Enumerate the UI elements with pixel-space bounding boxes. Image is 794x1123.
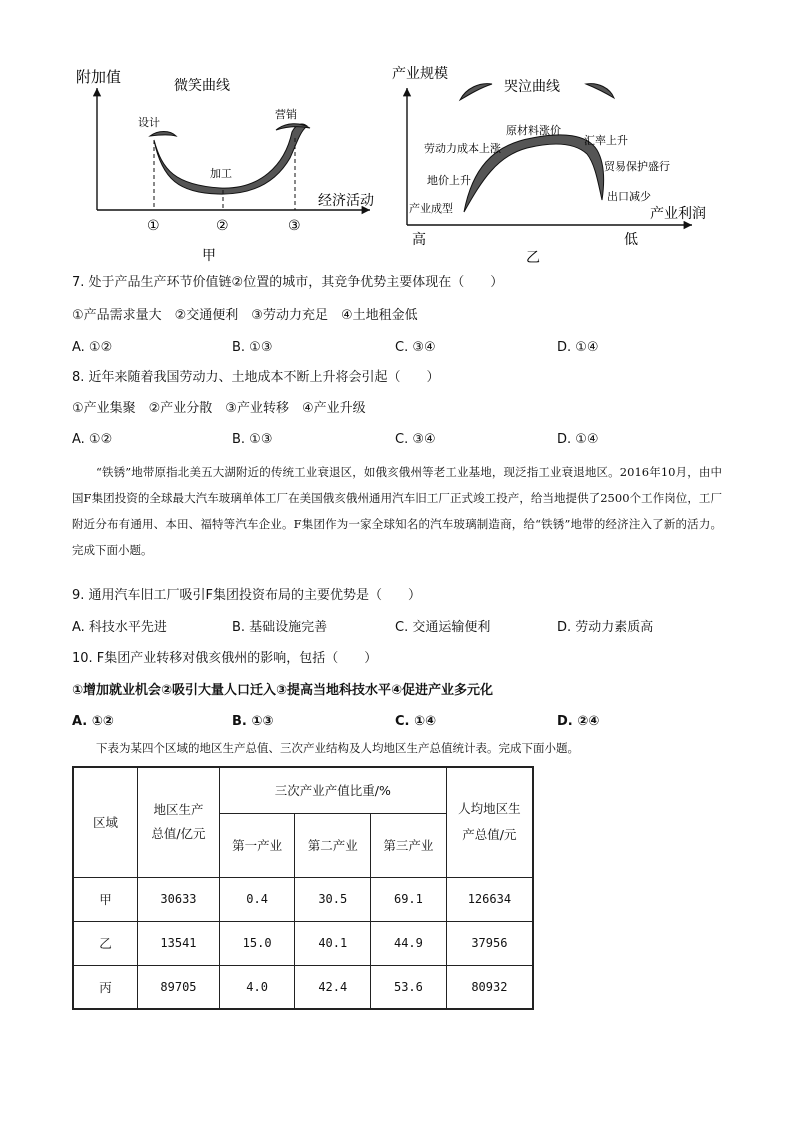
label-exchange-rate-rise: 汇率上升	[584, 134, 628, 147]
table-intro-text: 下表为某四个区域的地区生产总值、三次产业结构及人均地区生产总值统计表。完成下面小题。	[96, 741, 579, 755]
caption-jia: 甲	[202, 248, 216, 264]
cell-region: 乙	[73, 921, 138, 965]
tick-1: ①	[147, 218, 160, 234]
y-axis-label: 附加值	[76, 68, 122, 86]
q10-option-a[interactable]: A. ①②	[72, 714, 114, 729]
y-axis-label: 产业规模	[392, 66, 448, 82]
label-industry-formed: 产业成型	[409, 202, 453, 215]
question-7-stem: 7. 处于产品生产环节价值链②位置的城市，其竞争优势主要体现在（ ）	[72, 275, 504, 290]
label-marketing: 营销	[275, 108, 297, 121]
q9-option-a[interactable]: A. 科技水平先进	[72, 620, 167, 635]
label-material-price-rise: 原材料涨价	[506, 124, 561, 137]
q7-option-a[interactable]: A. ①②	[72, 340, 113, 355]
header-tertiary: 第三产业	[371, 813, 447, 877]
label-design: 设计	[138, 116, 160, 129]
header-secondary: 第二产业	[295, 813, 371, 877]
q10-option-d[interactable]: D. ②④	[557, 714, 600, 729]
q7-option-c[interactable]: C. ③④	[395, 340, 436, 355]
question-8-items: ①产业集聚 ②产业分散 ③产业转移 ④产业升级	[72, 401, 366, 416]
label-land-price-rise: 地价上升	[427, 174, 471, 187]
question-10-stem: 10. F集团产业转移对俄亥俄州的影响，包括（ ）	[72, 651, 378, 666]
caption-yi: 乙	[526, 250, 540, 266]
header-gdp: 地区生产总值/亿元	[138, 767, 220, 877]
cell-region: 丙	[73, 965, 138, 1009]
q7-option-b[interactable]: B. ①③	[232, 340, 273, 355]
cell-per-capita: 80932	[446, 965, 533, 1009]
label-process: 加工	[210, 167, 232, 180]
crying-curve-figure	[392, 60, 732, 270]
cell-primary: 15.0	[219, 921, 295, 965]
cell-gdp: 13541	[138, 921, 220, 965]
cell-tertiary: 53.6	[371, 965, 447, 1009]
header-structure: 三次产业产值比重/%	[219, 767, 446, 813]
q9-option-c[interactable]: C. 交通运输便利	[395, 620, 491, 635]
cell-gdp: 89705	[138, 965, 220, 1009]
label-labor-cost-rise: 劳动力成本上涨	[424, 142, 501, 155]
tear-right	[586, 84, 614, 98]
cell-primary: 4.0	[219, 965, 295, 1009]
q8-option-d[interactable]: D. ①④	[557, 432, 599, 447]
x-axis-label: 经济活动	[318, 193, 374, 209]
label-trade-protection: 贸易保护盛行	[604, 160, 670, 173]
q10-option-c[interactable]: C. ①④	[395, 714, 437, 729]
header-per-capita: 人均地区生产总值/元	[446, 767, 533, 877]
cell-region: 甲	[73, 877, 138, 921]
table-row	[73, 877, 533, 921]
question-10-items: ①增加就业机会②吸引大量人口迁入③提高当地科技水平④促进产业多元化	[72, 683, 494, 698]
cell-secondary: 30.5	[295, 877, 371, 921]
rust-belt-passage	[72, 459, 722, 563]
cell-tertiary: 44.9	[371, 921, 447, 965]
smile-curve-top	[150, 132, 176, 137]
x-axis-label: 产业利润	[650, 206, 706, 222]
cell-gdp: 30633	[138, 877, 220, 921]
axis-low: 低	[624, 232, 638, 248]
cell-per-capita: 126634	[446, 877, 533, 921]
cell-tertiary: 69.1	[371, 877, 447, 921]
tick-2: ②	[216, 218, 229, 234]
tick-3: ③	[288, 218, 301, 234]
curve-title: 哭泣曲线	[504, 79, 560, 95]
question-9-stem: 9. 通用汽车旧工厂吸引F集团投资布局的主要优势是（ ）	[72, 588, 422, 603]
tear-left	[460, 84, 492, 100]
q8-option-b[interactable]: B. ①③	[232, 432, 273, 447]
table-row	[73, 965, 533, 1009]
question-8-stem: 8. 近年来随着我国劳动力、土地成本不断上升将会引起（ ）	[72, 370, 440, 385]
table-intro	[72, 737, 722, 759]
table-header-row-1	[73, 767, 533, 813]
regional-statistics-table	[72, 766, 534, 1010]
q9-option-b[interactable]: B. 基础设施完善	[232, 620, 328, 635]
header-primary: 第一产业	[219, 813, 295, 877]
cell-primary: 0.4	[219, 877, 295, 921]
label-export-decline: 出口减少	[607, 190, 651, 203]
q8-option-c[interactable]: C. ③④	[395, 432, 436, 447]
curve-title: 微笑曲线	[174, 78, 230, 94]
table-row	[73, 921, 533, 965]
q9-option-d[interactable]: D. 劳动力素质高	[557, 620, 654, 635]
question-7-items: ①产品需求量大 ②交通便利 ③劳动力充足 ④土地租金低	[72, 308, 418, 323]
cell-per-capita: 37956	[446, 921, 533, 965]
q10-option-b[interactable]: B. ①③	[232, 714, 274, 729]
header-region: 区域	[73, 767, 138, 877]
cell-secondary: 40.1	[295, 921, 371, 965]
smile-curve-figure	[70, 60, 390, 270]
passage-text: “铁锈”地带原指北美五大湖附近的传统工业衰退区，如俄亥俄州等老工业基地，现泛指工业衰退地区。2016年10月，由中国F集团投资的全球最大汽车玻璃单体工厂在美国俄亥俄州通用汽车旧工厂正式竣工投产，给当地提供了2500个工作岗位，工厂附近分布有通用、本田、福特等汽车企业。F集团作为一家全球知名的汽车玻璃制造商，给“铁锈”地带的经济注入了新的活力。完成下面小题。	[72, 465, 722, 557]
axis-high: 高	[412, 232, 426, 248]
cell-secondary: 42.4	[295, 965, 371, 1009]
q8-option-a[interactable]: A. ①②	[72, 432, 113, 447]
smile-curve-band	[154, 124, 307, 194]
q7-option-d[interactable]: D. ①④	[557, 340, 599, 355]
